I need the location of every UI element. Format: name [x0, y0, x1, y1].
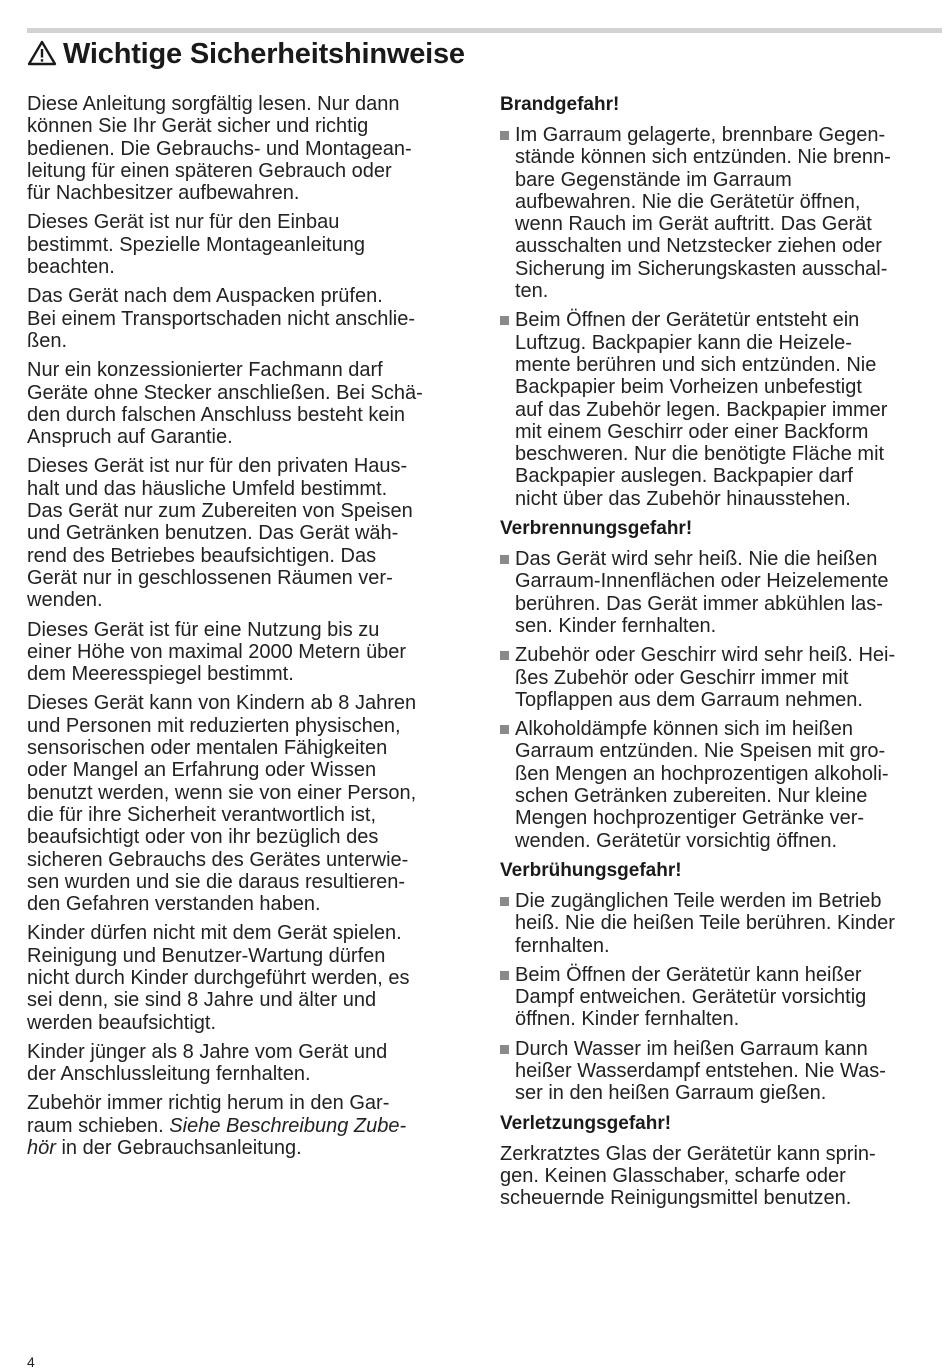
line: der Anschlussleitung fernhalten. [27, 1063, 311, 1086]
paragraph [27, 285, 477, 352]
line: Zerkratztes Glas der Gerätetür kann sprin- [500, 1142, 876, 1165]
paragraph [27, 1041, 477, 1086]
line: Anspruch auf Garantie. [27, 426, 233, 449]
bullet-text [515, 718, 889, 852]
line: öffnen. Kinder fernhalten. [515, 1008, 740, 1031]
line: bare Gegenstände im Garraum [515, 168, 792, 191]
line: berühren. Das Gerät immer abkühlen las- [515, 592, 883, 615]
line: ßes Zubehör oder Geschirr immer mit [515, 666, 849, 689]
line: stände können sich entzünden. Nie brenn- [515, 146, 891, 169]
paragraph [27, 692, 477, 915]
line: leitung für einen späteren Gebrauch oder [27, 159, 392, 182]
line: scheuernde Reinigungsmittel benutzen. [500, 1187, 852, 1210]
line: bestimmt. Spezielle Montageanleitung [27, 233, 365, 256]
line: beschweren. Nur die benötigte Fläche mit [515, 443, 885, 466]
line: mit einem Geschirr oder einer Backform [515, 420, 869, 443]
paragraph [27, 211, 477, 278]
bullet-item [500, 309, 942, 510]
paragraph [27, 619, 477, 686]
bullet-text [515, 309, 887, 510]
section-heading: Brandgefahr! [500, 94, 620, 115]
line: Dieses Gerät ist nur für den Einbau [27, 211, 340, 234]
section-heading: Verletzungsgefahr! [500, 1112, 672, 1134]
line: Backpapier beim Vorheizen unbefestigt [515, 376, 862, 399]
line: Das Gerät nur zum Zubereiten von Speisen [27, 500, 413, 523]
line: können Sie Ihr Gerät sicher und richtig [27, 115, 369, 138]
bullet-square-icon [500, 725, 509, 734]
bullet-item [500, 644, 942, 711]
bullet-text [515, 548, 889, 637]
paragraph [27, 93, 477, 204]
line: Beim Öffnen der Gerätetür kann heißer [515, 963, 862, 986]
line: nicht über das Zubehör hinausstehen. [515, 487, 851, 510]
line: Sicherung im Sicherungskasten ausschal- [515, 257, 888, 280]
line: ßen Mengen an hochprozentigen alkoholi- [515, 762, 889, 785]
line: halt und das häusliche Umfeld bestimmt. [27, 477, 388, 500]
line: sei denn, sie sind 8 Jahre und älter und [27, 989, 377, 1012]
line: raum schieben. [27, 1114, 170, 1137]
bullet-square-icon [500, 897, 509, 906]
line: Dieses Gerät kann von Kindern ab 8 Jahren [27, 692, 417, 715]
page-title [27, 36, 465, 75]
bullet-text [515, 964, 866, 1031]
line: Reinigung und Benutzer-Wartung dürfen [27, 944, 386, 967]
right-sections [500, 93, 942, 1209]
header-rule [27, 28, 942, 33]
left-column [27, 93, 477, 1166]
line: Beim Öffnen der Gerätetür entsteht ein [515, 309, 860, 332]
section-heading: Verbrennungsgefahr! [500, 518, 693, 540]
line: ausschalten und Netzstecker ziehen oder [515, 235, 882, 258]
line: werden beaufsichtigt. [27, 1011, 217, 1034]
section-heading: Verbrühungsgefahr! [500, 859, 682, 881]
line: Dieses Gerät ist für eine Nutzung bis zu [27, 618, 380, 641]
page-number: 4 [27, 1354, 35, 1370]
line: sensorischen oder mentalen Fähigkeiten [27, 737, 388, 760]
line: Topflappen aus dem Garraum nehmen. [515, 688, 863, 711]
line: einer Höhe von maximal 2000 Metern über [27, 640, 407, 663]
line: Zubehör oder Geschirr wird sehr heiß. Hei- [515, 644, 896, 667]
line: Dampf entweichen. Gerätetür vorsichtig [515, 986, 867, 1009]
bullet-square-icon [500, 555, 509, 564]
line: Dieses Gerät ist nur für den privaten Haus- [27, 455, 408, 478]
line: schen Getränken zubereiten. Nur kleine [515, 785, 868, 808]
line: nicht durch Kinder durchgeführt werden, es [27, 966, 410, 989]
bullet-item [500, 124, 942, 302]
paragraph [27, 455, 477, 611]
line: Garraum-Innenflächen oder Heizelemente [515, 570, 889, 593]
line: benutzt werden, wenn sie von einer Person, [27, 781, 417, 804]
line: und Getränken benutzen. Das Gerät wäh- [27, 522, 399, 545]
bullet-text [515, 890, 895, 957]
bullet-square-icon [500, 131, 509, 140]
line: die für ihre Sicherheit verantwortlich ist, [27, 803, 377, 826]
line: sen. Kinder fernhalten. [515, 614, 717, 637]
line: mente berühren und sich entzünden. Nie [515, 353, 877, 376]
line: wenden. [27, 589, 103, 612]
line: Kinder dürfen nicht mit dem Gerät spielen. [27, 922, 402, 945]
line: wenden. Gerätetür vorsichtig öffnen. [515, 829, 838, 852]
paragraph [27, 922, 477, 1033]
line: Backpapier auslegen. Backpapier darf [515, 465, 853, 488]
line: aufbewahren. Nie die Gerätetür öffnen, [515, 190, 861, 213]
bullet-square-icon [500, 316, 509, 325]
line: und Personen mit reduzierten physischen, [27, 714, 401, 737]
line: beaufsichtigt oder von ihr bezüglich des [27, 826, 379, 849]
line: Alkoholdämpfe können sich im heißen [515, 718, 853, 741]
line: beachten. [27, 256, 115, 279]
line: dem Meeresspiegel bestimmt. [27, 663, 294, 686]
bullet-item [500, 964, 942, 1031]
line: Die zugänglichen Teile werden im Betrieb [515, 889, 882, 912]
line: Gerät nur in geschlossenen Räumen ver- [27, 566, 393, 589]
line: Das Gerät nach dem Auspacken prüfen. [27, 285, 383, 308]
bullet-item [500, 890, 942, 957]
bullet-text [515, 1038, 886, 1105]
bullet-text [515, 644, 895, 711]
line: Durch Wasser im heißen Garraum kann [515, 1037, 868, 1060]
line: in der Gebrauchsanleitung. [55, 1137, 302, 1160]
line: sen wurden und sie die daraus resultieren- [27, 870, 405, 893]
line: wenn Rauch im Gerät auftritt. Das Gerät [515, 213, 872, 236]
bullet-item [500, 548, 942, 637]
reference-text: Siehe Beschreibung Zube- [169, 1114, 407, 1137]
right-column [500, 93, 942, 1216]
bullet-square-icon [500, 1045, 509, 1054]
line: Zubehör immer richtig herum in den Gar- [27, 1092, 390, 1115]
line: Im Garraum gelagerte, brennbare Gegen- [515, 124, 886, 146]
warning-triangle-icon [27, 39, 57, 75]
line: Luftzug. Backpapier kann die Heizele- [515, 331, 852, 354]
line: Garraum entzünden. Nie Speisen mit gro- [515, 740, 886, 763]
bullet-text [515, 124, 891, 302]
line: Das Gerät wird sehr heiß. Nie die heißen [515, 548, 878, 571]
line: fernhalten. [515, 934, 610, 957]
line: Kinder jünger als 8 Jahre vom Gerät und [27, 1040, 388, 1063]
line: Diese Anleitung sorgfältig lesen. Nur dann [27, 93, 400, 115]
bullet-square-icon [500, 971, 509, 980]
paragraph-accessories [27, 1092, 477, 1159]
line: oder Mangel an Erfahrung oder Wissen [27, 759, 377, 782]
paragraph [27, 359, 477, 448]
line: ser in den heißen Garraum gießen. [515, 1082, 827, 1105]
line: Mengen hochprozentiger Getränke ver- [515, 807, 865, 830]
line: Geräte ohne Stecker anschließen. Bei Schä- [27, 381, 423, 404]
line: für Nachbesitzer aufbewahren. [27, 182, 300, 205]
bullet-item [500, 718, 942, 852]
line: sicheren Gebrauchs des Gerätes unterwie- [27, 848, 409, 871]
line: den Gefahren verstanden haben. [27, 893, 321, 916]
line: gen. Keinen Glasschaber, scharfe oder [500, 1164, 846, 1187]
line: heißer Wasserdampf entstehen. Nie Was- [515, 1059, 886, 1082]
line: ßen. [27, 329, 68, 352]
line: den durch falschen Anschluss besteht kein [27, 403, 406, 426]
line: ten. [515, 280, 549, 303]
bullet-item [500, 1038, 942, 1105]
left-paragraphs [27, 93, 477, 1085]
paragraph [500, 1143, 942, 1210]
line: Bei einem Transportschaden nicht anschlie- [27, 307, 415, 330]
bullet-square-icon [500, 651, 509, 660]
line: rend des Betriebes beaufsichtigen. Das [27, 544, 377, 567]
reference-text: hör [27, 1137, 56, 1160]
line: heiß. Nie die heißen Teile berühren. Kinder [515, 912, 895, 935]
line: bedienen. Die Gebrauchs- und Montagean- [27, 137, 412, 160]
line: auf das Zubehör legen. Backpapier immer [515, 398, 888, 421]
page-title-text: Wichtige Sicherheitshinweise [63, 38, 465, 70]
line: Nur ein konzessionierter Fachmann darf [27, 359, 383, 382]
